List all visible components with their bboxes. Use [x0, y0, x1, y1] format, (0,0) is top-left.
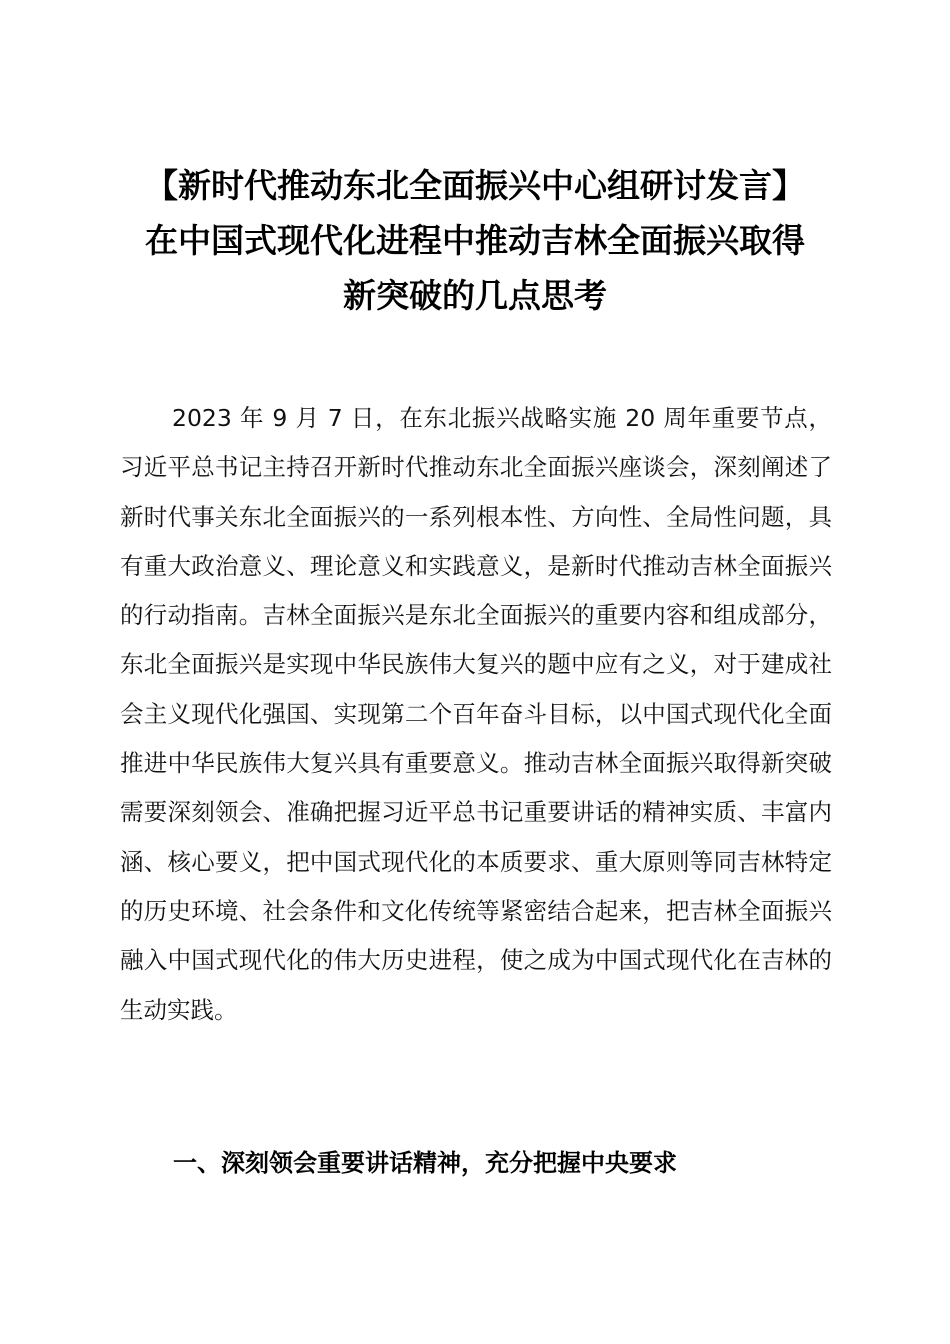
document-title: [100, 158, 850, 323]
title-line-1: 【新时代推动东北全面振兴中心组研讨发言】: [145, 166, 805, 205]
intro-paragraph: 2023 年 9 月 7 日，在东北振兴战略实施 20 周年重要节点，习近平总书记主持召开新时代推动东北全面振兴座谈会，深刻阐述了新时代事关东北全面振兴的一系列根本性、方向性、全局性问题，具有重大政治意义、理论意义和实践意义，是新时代推动吉林全面振兴的行动指南。吉林全面振兴是东北全面振兴的重要内容和组成部分，东北全面振兴是实现中华民族伟大复兴的题中应有之义，对于建成社会主义现代化强国、实现第二个百年奋斗目标，以中国式现代化全面推进中华民族伟大复兴具有重要意义。推动吉林全面振兴取得新突破需要深刻领会、准确把握习近平总书记重要讲话的精神实质、丰富内涵、核心要义，把中国式现代化的本质要求、重大原则等同吉林特定的历史环境、社会条件和文化传统等紧密结合起来，把吉林全面振兴融入中国式现代化的伟大历史进程，使之成为中国式现代化在吉林的生动实践。: [120, 404, 832, 1024]
title-line-3: 新突破的几点思考: [343, 276, 607, 315]
section-heading-1: 一、深刻领会重要讲话精神，充分把握中央要求: [173, 1149, 677, 1177]
title-line-2: 在中国式现代化进程中推动吉林全面振兴取得: [145, 221, 805, 260]
